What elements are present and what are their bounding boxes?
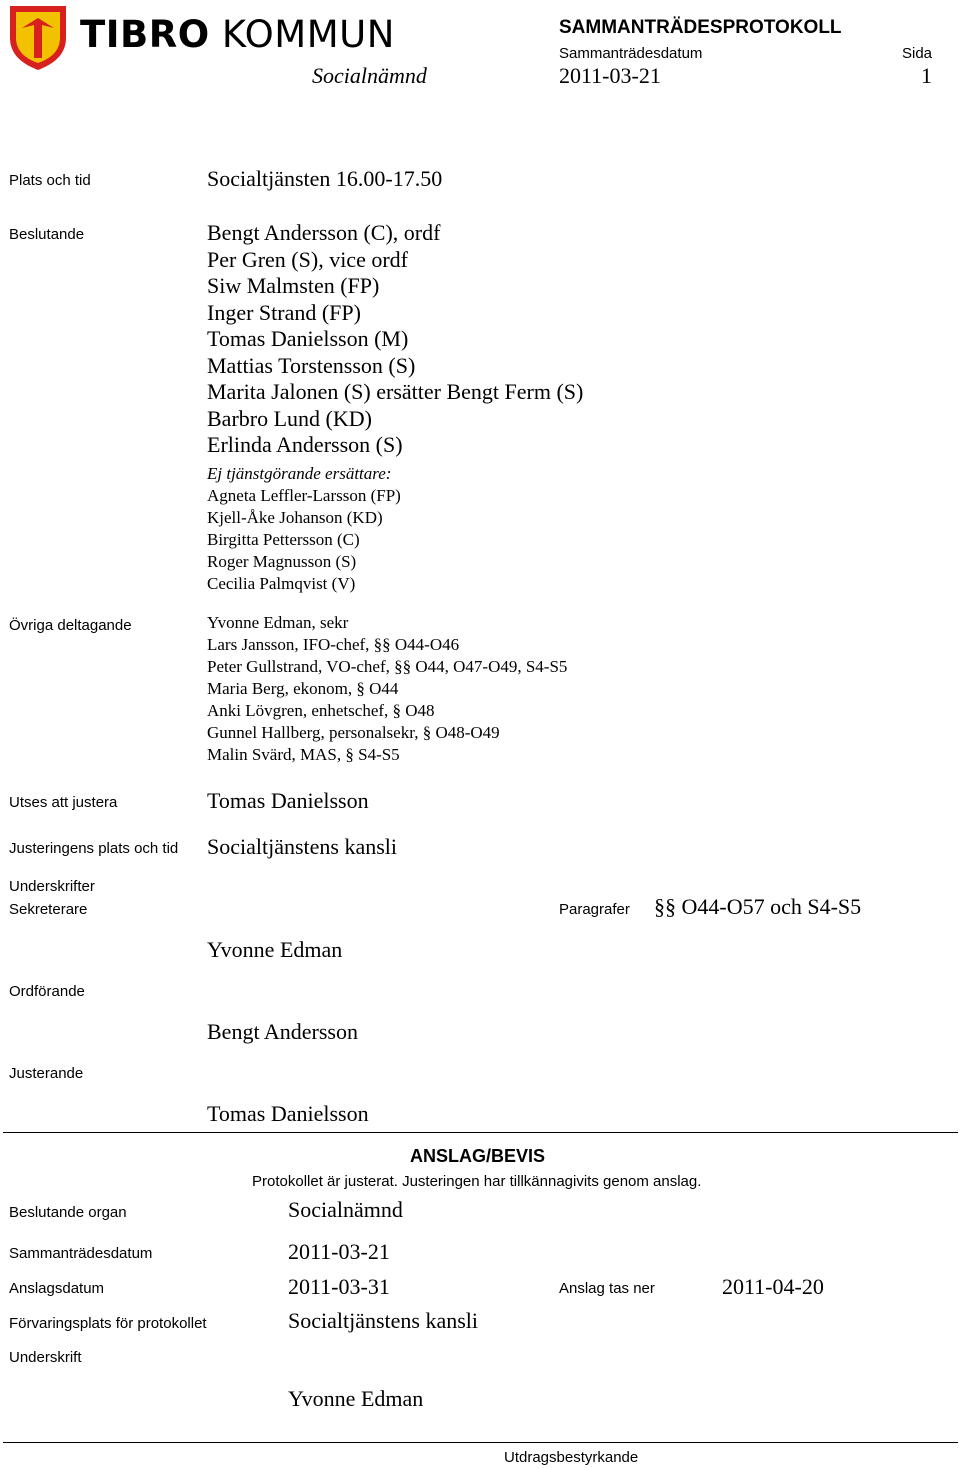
- list-item: Siw Malmsten (FP): [207, 273, 380, 298]
- list-item: Maria Berg, ekonom, § O44: [207, 679, 399, 698]
- list-item: Peter Gullstrand, VO-chef, §§ O44, O47-O49, S4-S5: [207, 657, 568, 676]
- place-value: Socialtjänsten 16.00-17.50: [207, 166, 443, 191]
- footer-divider: [3, 1442, 958, 1443]
- notice-subtitle: Protokollet är justerat. Justeringen har tillkännagivits genom anslag.: [252, 1173, 702, 1190]
- municipality-shield-logo: [8, 4, 68, 72]
- meeting-date-value: 2011-03-21: [288, 1239, 390, 1264]
- list-item: Agneta Leffler-Larsson (FP): [207, 486, 401, 505]
- signature-label: Underskrift: [9, 1349, 82, 1366]
- list-item: Mattias Torstensson (S): [207, 352, 416, 378]
- paragraphs-label: Paragrafer: [559, 901, 630, 918]
- section-divider: [3, 1132, 958, 1133]
- list-item: Per Gren (S), vice ordf: [207, 246, 408, 272]
- adjuster-signature-label: Justerande: [9, 1065, 84, 1082]
- storage-label: Förvaringsplats för protokollet: [9, 1315, 207, 1332]
- removal-date-value: 2011-04-20: [722, 1274, 824, 1299]
- list-item: Roger Magnusson (S): [207, 552, 357, 571]
- logo-light-text: KOMMUN: [221, 13, 395, 56]
- others-label: Övriga deltagande: [9, 617, 132, 634]
- body-value: Socialnämnd: [288, 1197, 403, 1222]
- list-item: Cecilia Palmqvist (V): [207, 574, 356, 593]
- decision-label: Beslutande: [9, 226, 85, 243]
- notice-title: ANSLAG/BEVIS: [410, 1146, 546, 1166]
- decision-members-list: [207, 220, 583, 459]
- meeting-date-label: Sammanträdesdatum: [9, 1245, 153, 1262]
- adjust-place-label: Justeringens plats och tid: [9, 840, 179, 857]
- date-label: Sammanträdesdatum: [559, 45, 703, 62]
- page-number: 1: [921, 63, 932, 88]
- substitutes-heading: Ej tjänstgörande ersättare:: [207, 464, 392, 483]
- secretary-label: Sekreterare: [9, 901, 88, 918]
- paragraphs-value: §§ O44-O57 och S4-S5: [654, 894, 862, 919]
- list-item: Anki Lövgren, enhetschef, § O48: [207, 701, 435, 720]
- list-item: Marita Jalonen (S) ersätter Bengt Ferm (S): [207, 379, 584, 404]
- list-item: Lars Jansson, IFO-chef, §§ O44-O46: [207, 635, 460, 654]
- list-item: Gunnel Hallberg, personalsekr, § O48-O49: [207, 723, 500, 742]
- list-item: Erlinda Andersson (S): [207, 432, 403, 457]
- adjuster-signature-name: Tomas Danielsson: [207, 1101, 369, 1126]
- list-item: Malin Svärd, MAS, § S4-S5: [207, 745, 400, 764]
- certification-label: Utdragsbestyrkande: [504, 1449, 639, 1466]
- list-item: Inger Strand (FP): [207, 299, 361, 325]
- removal-date-label: Anslag tas ner: [559, 1280, 655, 1297]
- list-item: Kjell-Åke Johanson (KD): [207, 508, 383, 527]
- list-item: Bengt Andersson (C), ordf: [207, 220, 441, 245]
- list-item: Tomas Danielsson (M): [207, 326, 409, 351]
- committee-name: Socialnämnd: [312, 63, 427, 88]
- storage-value: Socialtjänstens kansli: [288, 1308, 479, 1333]
- chair-label: Ordförande: [9, 983, 85, 1000]
- chair-name: Bengt Andersson: [207, 1019, 358, 1044]
- list-item: Birgitta Pettersson (C): [207, 530, 360, 549]
- body-label: Beslutande organ: [9, 1204, 127, 1221]
- logo-bold-text: TIBRO: [80, 13, 210, 56]
- adjuster-value: Tomas Danielsson: [207, 788, 369, 813]
- posting-date-value: 2011-03-31: [288, 1274, 390, 1299]
- page-label: Sida: [902, 45, 933, 62]
- others-list: [207, 612, 567, 766]
- secretary-name: Yvonne Edman: [207, 937, 343, 962]
- logo-wordmark: [80, 12, 395, 58]
- substitutes-list: [207, 463, 401, 595]
- place-label: Plats och tid: [9, 172, 91, 189]
- signature-name: Yvonne Edman: [288, 1386, 424, 1411]
- adjuster-label: Utses att justera: [9, 794, 118, 811]
- list-item: Yvonne Edman, sekr: [207, 613, 349, 632]
- document-type: SAMMANTRÄDESPROTOKOLL: [559, 17, 842, 38]
- meeting-date: 2011-03-21: [559, 63, 661, 88]
- adjust-place-value: Socialtjänstens kansli: [207, 834, 398, 859]
- signatures-heading: Underskrifter: [9, 878, 95, 895]
- posting-date-label: Anslagsdatum: [9, 1280, 105, 1297]
- list-item: Barbro Lund (KD): [207, 405, 372, 431]
